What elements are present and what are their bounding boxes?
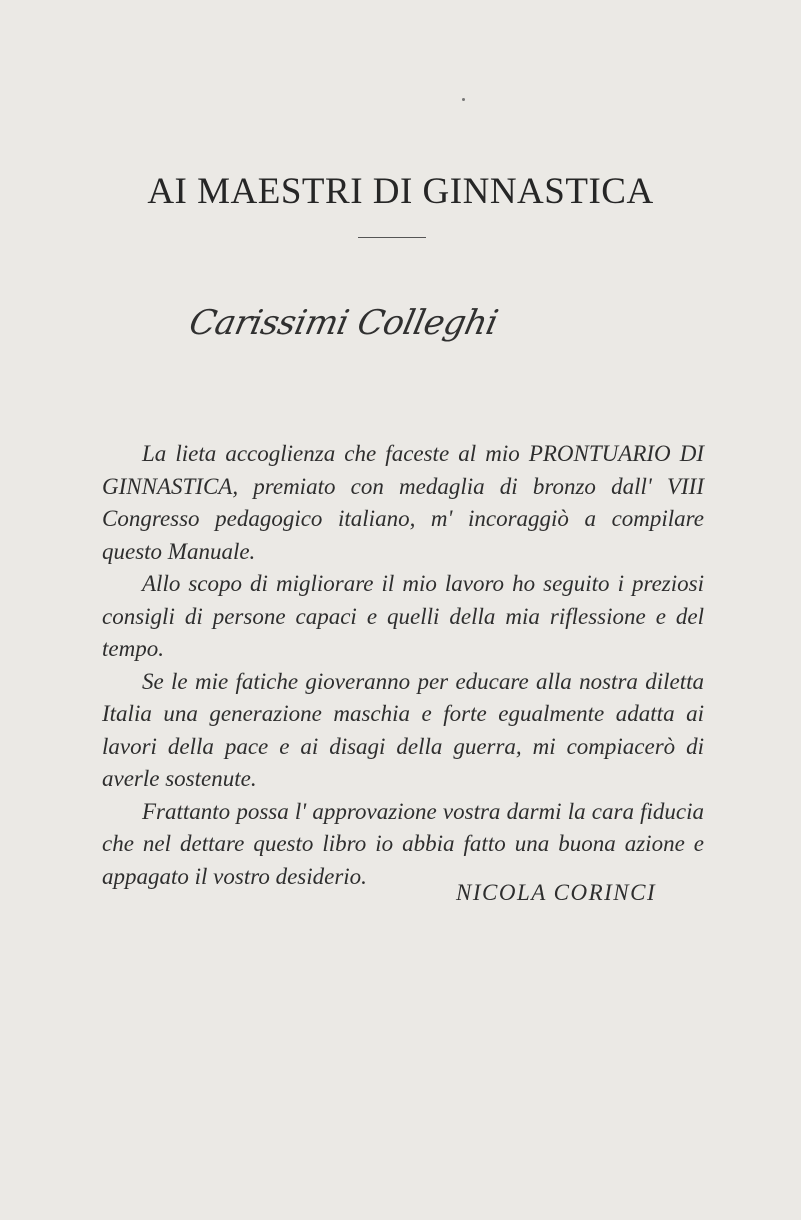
paragraph-1: La lieta accoglienza che faceste al mio PRONTUARIO DI GINNASTICA, premiato con medaglia di bronzo dall' VIII Congresso pedagogico italiano, m' incoraggiò a compilare questo Manuale. (102, 441, 704, 564)
page-title: AI MAESTRI DI GINNASTICA (147, 171, 654, 212)
paragraph-3: Se le mie fatiche gioveranno per educare alla nostra diletta Italia una generazione maschia e forte egualmente adatta ai lavori della pace e ai disagi della guerra, mi compiacerò di averle sostenute. (102, 668, 704, 791)
author-signature: NICOLA CORINCI (456, 880, 657, 905)
paragraph-2: Allo scopo di migliorare il mio lavoro ho seguito i preziosi consigli di persone capaci e quelli della mia riflessione e del tempo. (102, 571, 704, 661)
title-divider (358, 237, 426, 238)
letter-body (102, 438, 704, 893)
paragraph-4: Frattanto possa l' approvazione vostra darmi la cara fiducia che nel dettare questo libro io abbia fatto una buona azione e appagato il vostro desiderio. (102, 798, 704, 889)
salutation: Carissimi Colleghi (185, 303, 502, 343)
paper-speck (462, 98, 465, 101)
